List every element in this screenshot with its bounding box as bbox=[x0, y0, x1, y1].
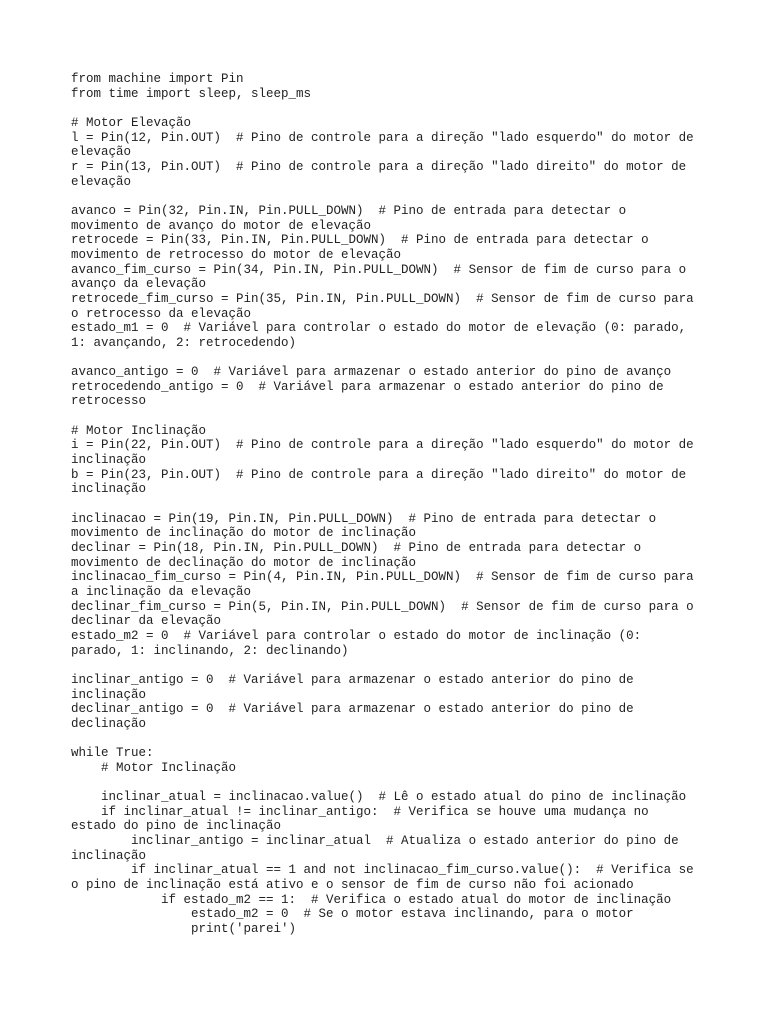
code-line: inclinação bbox=[71, 482, 147, 497]
code-line: inclinacao = Pin(19, Pin.IN, Pin.PULL_DOWN) # Pino de entrada para detectar o bbox=[71, 511, 657, 526]
code-line: declinar_fim_curso = Pin(5, Pin.IN, Pin.PULL_DOWN) # Sensor de fim de curso para o bbox=[71, 599, 694, 614]
code-line: l = Pin(12, Pin.OUT) # Pino de controle para a direção "lado esquerdo" do motor de bbox=[71, 130, 694, 145]
blank-line bbox=[71, 409, 751, 424]
code-line: retrocede = Pin(33, Pin.IN, Pin.PULL_DOWN) # Pino de entrada para detectar o bbox=[71, 233, 649, 248]
code-line: o retrocesso da elevação bbox=[71, 306, 252, 321]
code-line: # Motor Elevação bbox=[71, 115, 192, 130]
code-line: avanco_antigo = 0 # Variável para armazenar o estado anterior do pino de avanço bbox=[71, 365, 672, 380]
blank-line bbox=[71, 101, 751, 116]
blank-line bbox=[71, 776, 751, 791]
code-line: movimento de declinação do motor de inclinação bbox=[71, 555, 417, 570]
code-line: avanco_fim_curso = Pin(34, Pin.IN, Pin.PULL_DOWN) # Sensor de fim de curso para o bbox=[71, 262, 687, 277]
code-line: elevação bbox=[71, 145, 132, 160]
code-line: declinar = Pin(18, Pin.IN, Pin.PULL_DOWN) # Pino de entrada para detectar o bbox=[71, 541, 642, 555]
blank-line bbox=[71, 189, 751, 204]
code-line: avanço da elevação bbox=[71, 277, 207, 292]
code-line: retrocesso bbox=[71, 394, 147, 409]
code-line: from time import sleep, sleep_ms bbox=[71, 86, 312, 101]
code-line: estado_m2 = 0 # Se o motor estava inclinando, para o motor bbox=[71, 907, 634, 922]
code-line: movimento de inclinação do motor de inclinação bbox=[71, 526, 417, 541]
code-line: declinar da elevação bbox=[71, 614, 222, 629]
code-line: # Motor Inclinação bbox=[71, 423, 207, 438]
code-line: inclinação bbox=[71, 848, 147, 863]
code-line: if inclinar_atual != inclinar_antigo: # Verifica se houve uma mudança no bbox=[71, 804, 649, 819]
code-line: inclinar_atual = inclinacao.value() # Lê o estado atual do pino de inclinação bbox=[71, 790, 687, 805]
code-line: retrocede_fim_curso = Pin(35, Pin.IN, Pin.PULL_DOWN) # Sensor de fim de curso para bbox=[71, 291, 694, 306]
code-line: # Motor Inclinação bbox=[71, 760, 237, 775]
code-line: avanco = Pin(32, Pin.IN, Pin.PULL_DOWN) # Pino de entrada para detectar o bbox=[71, 203, 627, 218]
code-line: declinação bbox=[71, 716, 147, 731]
code-line: inclinacao_fim_curso = Pin(4, Pin.IN, Pin.PULL_DOWN) # Sensor de fim de curso para bbox=[71, 570, 694, 585]
code-document bbox=[71, 72, 751, 937]
code-line: inclinação bbox=[71, 453, 147, 468]
code-line: if inclinar_atual == 1 and not inclinacao_fim_curso.value(): # Verifica se bbox=[71, 863, 694, 878]
code-line: estado_m2 = 0 # Variável para controlar o estado do motor de inclinação (0: bbox=[71, 628, 642, 643]
code-line: retrocedendo_antigo = 0 # Variável para armazenar o estado anterior do pino de bbox=[71, 379, 664, 394]
code-line: from machine import Pin bbox=[71, 72, 244, 86]
blank-line bbox=[71, 658, 751, 673]
code-line: 1: avançando, 2: retrocedendo) bbox=[71, 335, 297, 350]
code-line: o pino de inclinação está ativo e o sensor de fim de curso não foi acionado bbox=[71, 878, 634, 893]
code-line: if estado_m2 == 1: # Verifica o estado atual do motor de inclinação bbox=[71, 892, 672, 907]
code-line: a inclinação da elevação bbox=[71, 584, 252, 599]
code-line: elevação bbox=[71, 174, 132, 189]
code-line: inclinar_antigo = inclinar_atual # Atualiza o estado anterior do pino de bbox=[71, 834, 679, 849]
code-line: b = Pin(23, Pin.OUT) # Pino de controle para a direção "lado direito" do motor de bbox=[71, 467, 687, 482]
code-line: estado_m1 = 0 # Variável para controlar o estado do motor de elevação (0: parado, bbox=[71, 321, 687, 336]
code-line: estado do pino de inclinação bbox=[71, 819, 282, 834]
code-line: declinar_antigo = 0 # Variável para armazenar o estado anterior do pino de bbox=[71, 702, 634, 717]
code-line: movimento de avanço do motor de elevação bbox=[71, 218, 372, 233]
blank-line bbox=[71, 732, 751, 747]
code-line: movimento de retrocesso do motor de elevação bbox=[71, 247, 402, 262]
blank-line bbox=[71, 350, 751, 365]
code-line: r = Pin(13, Pin.OUT) # Pino de controle para a direção "lado direito" do motor de bbox=[71, 159, 687, 174]
code-line: print('parei') bbox=[71, 922, 297, 937]
code-line: parado, 1: inclinando, 2: declinando) bbox=[71, 643, 349, 658]
blank-line bbox=[71, 497, 751, 512]
code-line: inclinação bbox=[71, 687, 147, 702]
code-line: i = Pin(22, Pin.OUT) # Pino de controle para a direção "lado esquerdo" do motor de bbox=[71, 438, 694, 453]
code-line: inclinar_antigo = 0 # Variável para armazenar o estado anterior do pino de bbox=[71, 672, 634, 687]
code-line: while True: bbox=[71, 746, 154, 761]
